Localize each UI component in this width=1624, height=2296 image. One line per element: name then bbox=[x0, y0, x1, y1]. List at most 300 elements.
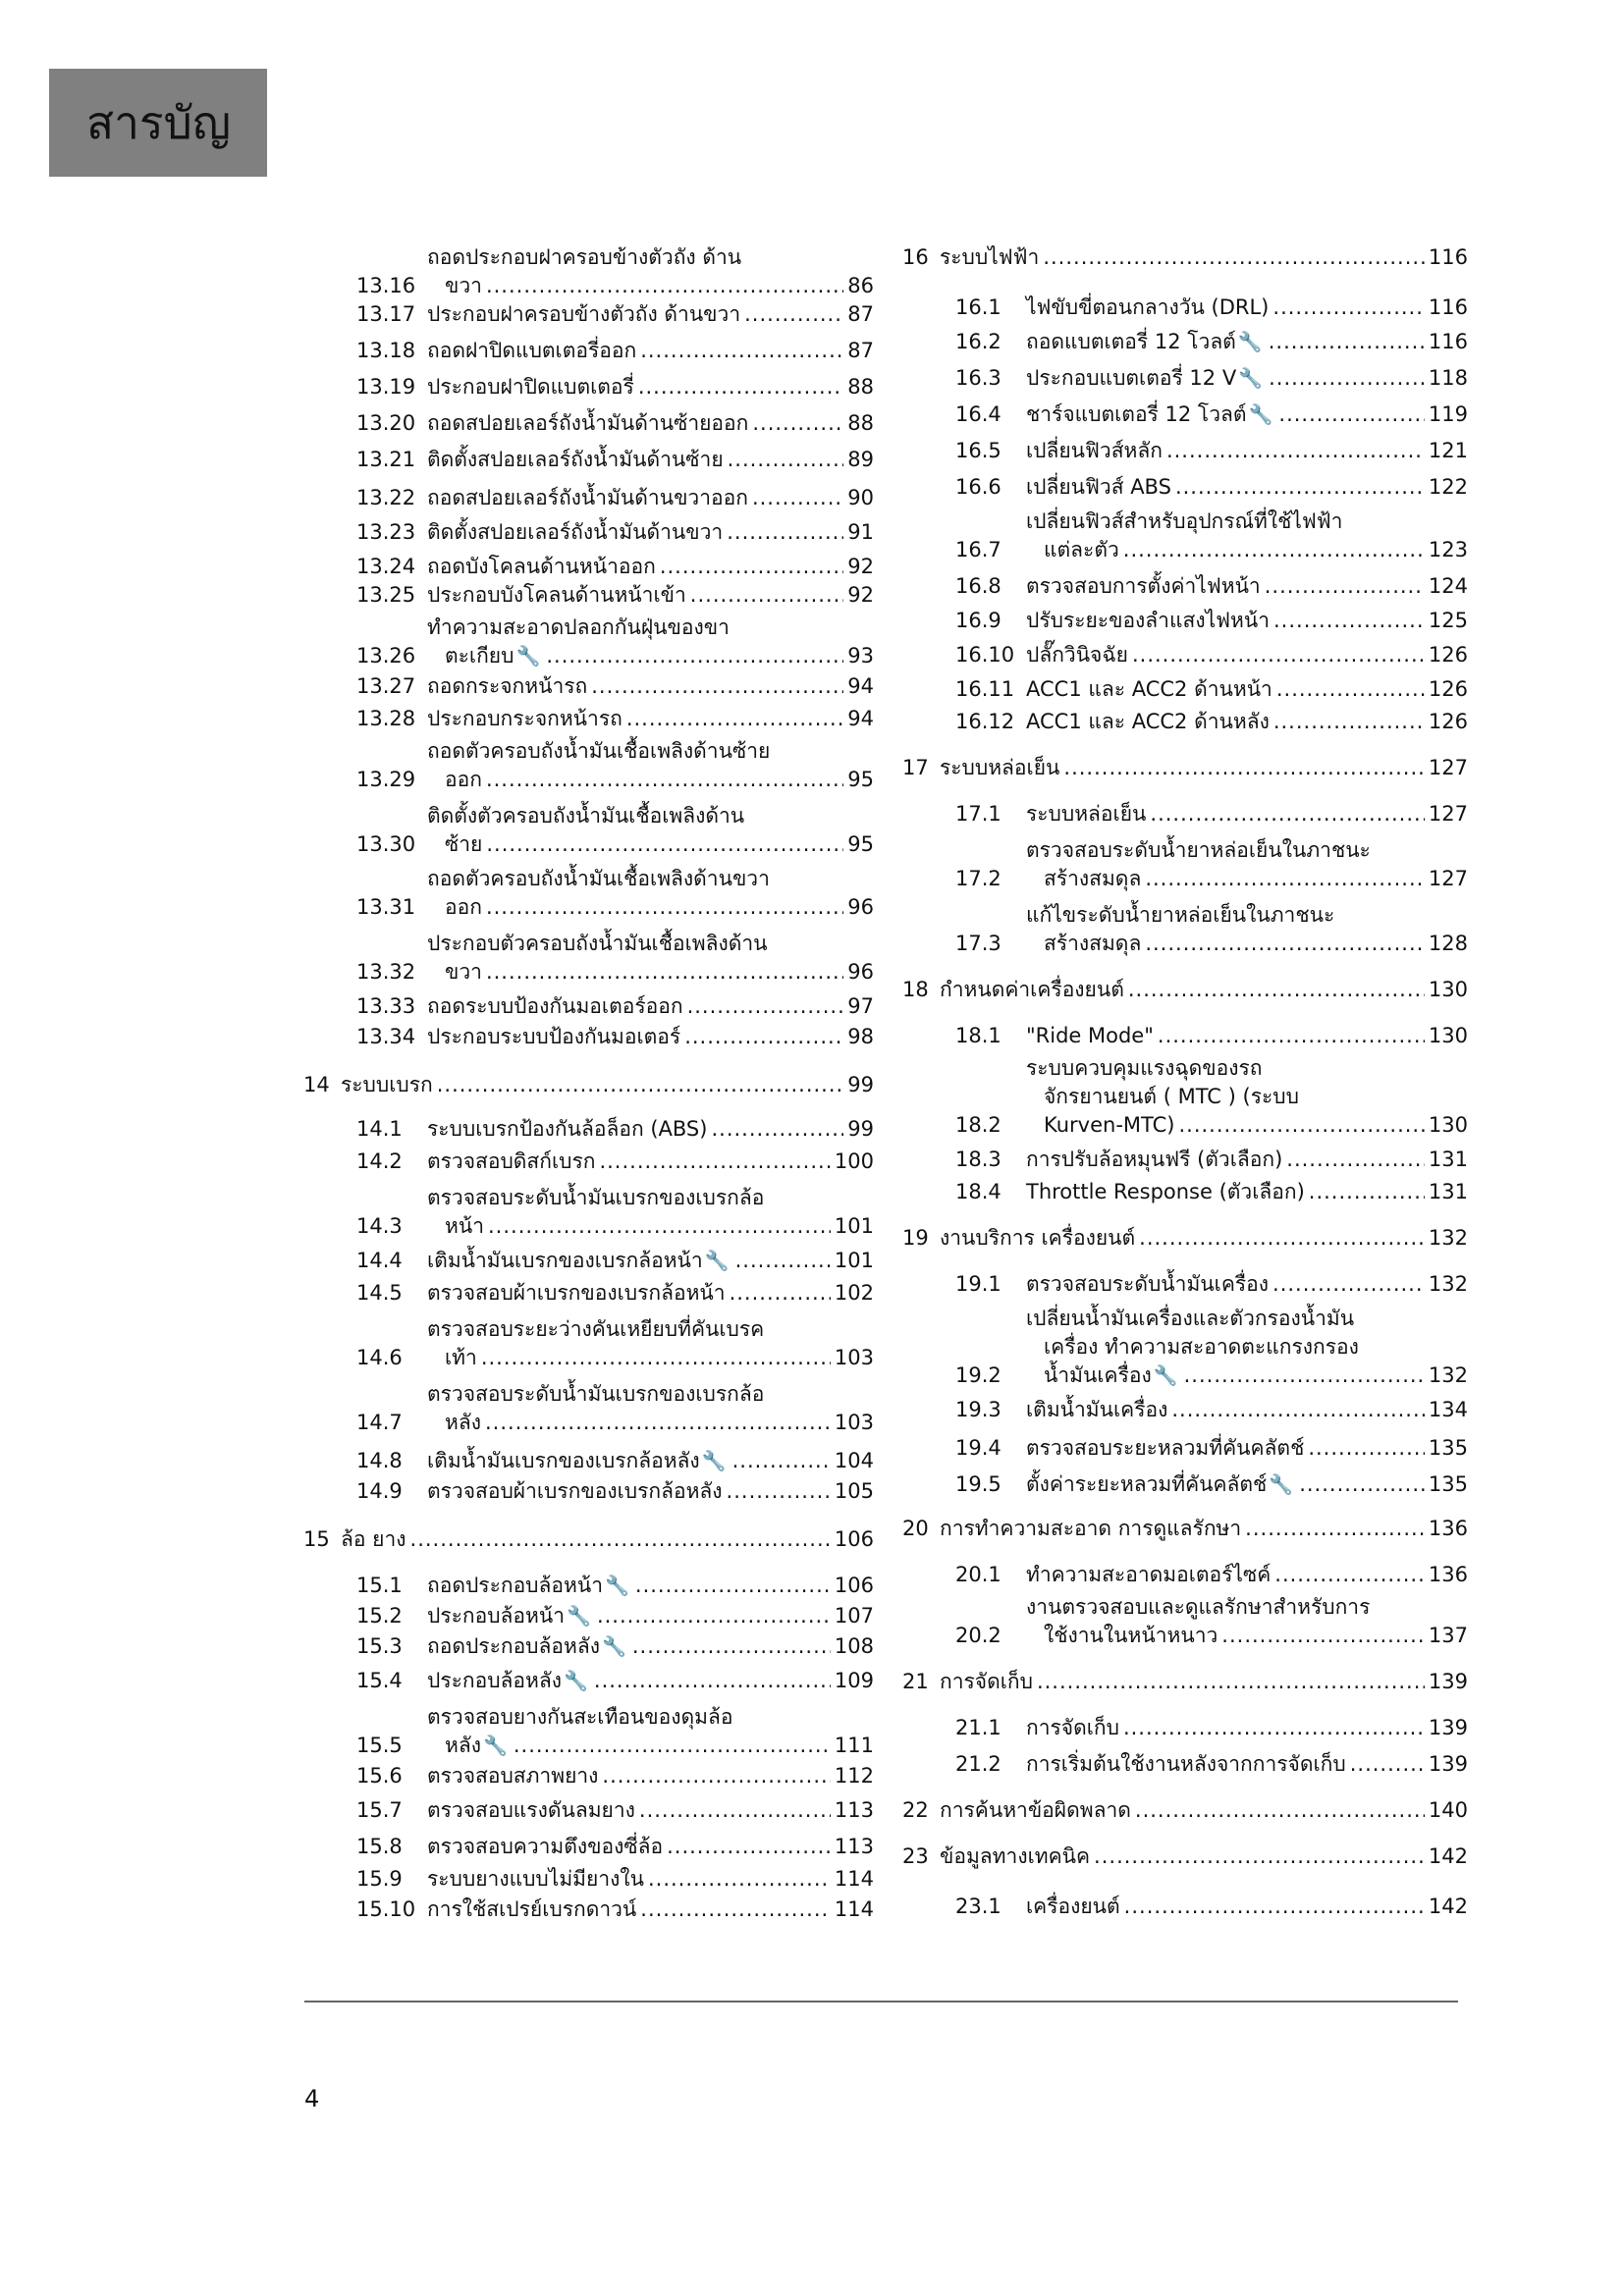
entry-body bbox=[1026, 328, 1468, 356]
entry-number: 15.9 bbox=[356, 1867, 403, 1891]
entry-last-line bbox=[940, 1796, 1468, 1825]
page-number-ref: 103 bbox=[834, 1411, 874, 1434]
page-number-ref: 101 bbox=[834, 1249, 874, 1272]
toc-entry[interactable] bbox=[898, 1396, 1468, 1424]
toc-entry[interactable] bbox=[898, 328, 1468, 356]
toc-entry[interactable] bbox=[299, 581, 874, 610]
dot-leader bbox=[482, 893, 843, 922]
entry-text bbox=[427, 446, 874, 474]
entry-body bbox=[427, 1602, 874, 1630]
entry-title-line: ตรวจสอบดิสก์เบรก bbox=[427, 1149, 596, 1173]
entry-number: 16.8 bbox=[955, 574, 1001, 598]
entry-body bbox=[1026, 1054, 1468, 1140]
entry-body bbox=[940, 1515, 1468, 1543]
entry-number: 16.11 bbox=[955, 677, 1015, 701]
entry-title-line: ถอดสปอยเลอร์ถังน้ำมันด้านขวาออก bbox=[427, 486, 748, 509]
toc-chapter[interactable] bbox=[898, 1515, 1468, 1543]
toc-entry[interactable] bbox=[299, 553, 874, 581]
toc-chapter[interactable] bbox=[299, 1525, 874, 1554]
entry-title-line: ถอดประกอบล้อหน้า bbox=[427, 1574, 603, 1597]
toc-entry[interactable] bbox=[299, 1703, 874, 1760]
entry-title-line: ระบบไฟฟ้า bbox=[940, 245, 1040, 269]
entry-title-line: เปลี่ยนฟิวส์สำหรับอุปกรณ์ที่ใช้ไฟฟ้า bbox=[1026, 509, 1343, 533]
toc-entry[interactable] bbox=[299, 1796, 874, 1825]
wrench-icon: 🔧 bbox=[704, 1249, 730, 1272]
entry-body bbox=[940, 1668, 1468, 1696]
dot-leader bbox=[1265, 364, 1425, 393]
entry-number: 21 bbox=[902, 1670, 929, 1693]
entry-title-line: เติมน้ำมันเบรกของเบรกล้อหลัง bbox=[427, 1449, 700, 1472]
entry-title-line: Throttle Response (ตัวเลือก) bbox=[1026, 1180, 1305, 1203]
entry-body bbox=[1026, 400, 1468, 429]
dot-leader bbox=[1033, 1668, 1425, 1696]
toc-entry[interactable] bbox=[299, 614, 874, 670]
entry-body bbox=[427, 446, 874, 474]
entry-body bbox=[427, 705, 874, 733]
entry-title-line: ขวา bbox=[445, 274, 482, 297]
entry-body bbox=[1026, 1434, 1468, 1463]
entry-text bbox=[427, 1380, 874, 1437]
entry-last-line bbox=[1026, 1622, 1468, 1650]
entry-number: 13.21 bbox=[356, 448, 416, 471]
toc-chapter[interactable] bbox=[898, 243, 1468, 272]
toc-entry[interactable] bbox=[898, 675, 1468, 704]
dot-leader bbox=[636, 337, 843, 365]
toc-entry[interactable] bbox=[898, 1893, 1468, 1921]
toc-entry[interactable] bbox=[299, 484, 874, 512]
entry-title-line: ประกอบบังโคลนด้านหน้าเข้า bbox=[427, 583, 686, 607]
entry-number: 13.30 bbox=[356, 832, 416, 856]
toc-entry[interactable] bbox=[299, 1023, 874, 1051]
entry-text bbox=[1026, 1470, 1468, 1499]
entry-title-line: ติดตั้งสปอยเลอร์ถังน้ำมันด้านขวา bbox=[427, 520, 724, 544]
entry-number: 13.33 bbox=[356, 994, 416, 1018]
toc-entry[interactable] bbox=[898, 1054, 1468, 1140]
entry-body bbox=[427, 1023, 874, 1051]
toc-entry[interactable] bbox=[898, 641, 1468, 669]
entry-body bbox=[1026, 1396, 1468, 1424]
toc-entry[interactable] bbox=[898, 1470, 1468, 1499]
toc-chapter[interactable] bbox=[898, 1668, 1468, 1696]
dot-leader bbox=[726, 1279, 831, 1308]
toc-entry[interactable] bbox=[299, 1896, 874, 1924]
entry-title-line: เท้า bbox=[445, 1346, 477, 1369]
page-number-ref: 136 bbox=[1428, 1517, 1468, 1540]
entry-body bbox=[427, 1447, 874, 1475]
page-number-ref: 108 bbox=[834, 1634, 874, 1658]
entry-title-line: ถอดสปอยเลอร์ถังน้ำมันด้านซ้ายออก bbox=[427, 411, 749, 435]
toc-entry[interactable] bbox=[299, 300, 874, 329]
page-number-ref: 114 bbox=[834, 1867, 874, 1891]
page-number: 4 bbox=[304, 2085, 320, 2112]
toc-entry[interactable] bbox=[299, 1865, 874, 1894]
entry-title-line: งานบริการ เครื่องยนต์ bbox=[940, 1226, 1136, 1250]
entry-title-line: ถอดกระจกหน้ารถ bbox=[427, 674, 588, 698]
page-number-ref: 97 bbox=[847, 994, 874, 1018]
toc-column-left bbox=[299, 243, 874, 1924]
toc-entry[interactable] bbox=[898, 607, 1468, 635]
entry-number: 15.7 bbox=[356, 1798, 403, 1822]
entry-text bbox=[427, 337, 874, 365]
dot-leader bbox=[1059, 754, 1425, 782]
toc-entry[interactable] bbox=[299, 802, 874, 859]
entry-number: 19 bbox=[902, 1226, 929, 1250]
dot-leader bbox=[484, 1212, 831, 1241]
entry-body bbox=[427, 300, 874, 329]
toc-chapter[interactable] bbox=[299, 1071, 874, 1099]
entry-number: 18 bbox=[902, 978, 929, 1001]
page-number-ref: 118 bbox=[1428, 366, 1468, 390]
toc-entry[interactable] bbox=[299, 1477, 874, 1506]
entry-last-line bbox=[940, 1515, 1468, 1543]
entry-title-line: ประกอบล้อหน้า bbox=[427, 1604, 566, 1628]
entry-text bbox=[341, 1525, 874, 1554]
entry-last-line bbox=[940, 1842, 1468, 1871]
toc-entry[interactable] bbox=[299, 1184, 874, 1241]
entry-text bbox=[1026, 1305, 1468, 1390]
entry-last-line bbox=[427, 337, 874, 365]
entry-text bbox=[427, 1865, 874, 1894]
toc-entry[interactable] bbox=[299, 518, 874, 547]
entry-text bbox=[1026, 1146, 1468, 1174]
toc-entry[interactable] bbox=[898, 400, 1468, 429]
entry-text bbox=[1026, 473, 1468, 502]
toc-chapter[interactable] bbox=[898, 976, 1468, 1004]
toc-entry[interactable] bbox=[299, 1667, 874, 1695]
entry-text bbox=[1026, 1270, 1468, 1299]
dot-leader bbox=[1305, 1178, 1425, 1206]
entry-title-line: ซ้าย bbox=[445, 832, 483, 856]
entry-last-line bbox=[1026, 708, 1468, 736]
entry-body bbox=[427, 484, 874, 512]
dot-leader bbox=[1131, 1796, 1425, 1825]
toc-entry[interactable] bbox=[299, 409, 874, 438]
entry-last-line bbox=[427, 958, 874, 987]
entry-text bbox=[1026, 328, 1468, 356]
entry-last-line bbox=[427, 373, 874, 401]
page-number-ref: 98 bbox=[847, 1025, 874, 1048]
toc-entry[interactable] bbox=[299, 373, 874, 401]
entry-body bbox=[427, 1667, 874, 1695]
toc-entry[interactable] bbox=[299, 992, 874, 1021]
entry-text bbox=[427, 1184, 874, 1241]
entry-title-line: ข้อมูลทางเทคนิค bbox=[940, 1844, 1091, 1868]
entry-number: 13.29 bbox=[356, 768, 416, 791]
entry-last-line bbox=[1026, 1111, 1468, 1140]
entry-last-line bbox=[1026, 607, 1468, 635]
toc-entry[interactable] bbox=[299, 1632, 874, 1661]
dot-leader bbox=[631, 1572, 831, 1600]
entry-body bbox=[427, 865, 874, 922]
entry-body bbox=[1026, 800, 1468, 828]
page-number-ref: 106 bbox=[834, 1574, 874, 1597]
toc-entry[interactable] bbox=[898, 1561, 1468, 1589]
toc-entry[interactable] bbox=[898, 1434, 1468, 1463]
entry-body bbox=[1026, 708, 1468, 736]
toc-entry[interactable] bbox=[898, 800, 1468, 828]
entry-number: 16.10 bbox=[955, 643, 1015, 667]
toc-entry[interactable] bbox=[299, 865, 874, 922]
entry-text bbox=[427, 518, 874, 547]
toc-entry[interactable] bbox=[898, 437, 1468, 465]
entry-number: 14.5 bbox=[356, 1281, 403, 1305]
toc-entry[interactable] bbox=[299, 446, 874, 474]
entry-title-line: ประกอบตัวครอบถังน้ำมันเชื้อเพลิงด้าน bbox=[427, 932, 768, 955]
toc-entry[interactable] bbox=[299, 1380, 874, 1437]
entry-number: 19.5 bbox=[955, 1472, 1001, 1496]
toc-chapter[interactable] bbox=[898, 1224, 1468, 1253]
toc-entry[interactable] bbox=[299, 1115, 874, 1144]
entry-title-line: เติมน้ำมันเบรกของเบรกล้อหน้า bbox=[427, 1249, 703, 1272]
page-number-ref: 106 bbox=[834, 1527, 874, 1551]
entry-title-line: ถอดฝาปิดแบตเตอรี่ออก bbox=[427, 339, 637, 362]
dot-leader bbox=[1128, 641, 1425, 669]
toc-entry[interactable] bbox=[898, 1305, 1468, 1390]
toc-entry[interactable] bbox=[299, 1447, 874, 1475]
entry-number: 13.27 bbox=[356, 674, 416, 698]
toc-entry[interactable] bbox=[299, 737, 874, 794]
entry-last-line bbox=[427, 1115, 874, 1144]
toc-entry[interactable] bbox=[299, 930, 874, 987]
dot-leader bbox=[433, 1071, 844, 1099]
toc-entry[interactable] bbox=[299, 337, 874, 365]
entry-last-line bbox=[427, 992, 874, 1021]
entry-text bbox=[1026, 507, 1468, 564]
toc-entry[interactable] bbox=[898, 708, 1468, 736]
dot-leader bbox=[1269, 1270, 1425, 1299]
entry-body bbox=[427, 1833, 874, 1861]
entry-title-line: ระบบยางแบบไม่มียางใน bbox=[427, 1867, 644, 1891]
entry-number: 21.2 bbox=[955, 1752, 1001, 1776]
entry-body bbox=[1026, 836, 1468, 893]
entry-number: 13.28 bbox=[356, 707, 416, 730]
toc-entry[interactable] bbox=[898, 572, 1468, 601]
entry-number: 15.1 bbox=[356, 1574, 403, 1597]
entry-title-line: ถอดแบตเตอรี่ 12 โวลต์ bbox=[1026, 330, 1236, 353]
entry-text bbox=[427, 865, 874, 922]
toc-entry[interactable] bbox=[299, 1315, 874, 1372]
page-number-ref: 121 bbox=[1428, 439, 1468, 462]
page-number-ref: 131 bbox=[1428, 1148, 1468, 1171]
dot-leader bbox=[636, 1896, 831, 1924]
entry-body bbox=[427, 337, 874, 365]
dot-leader bbox=[1241, 1515, 1425, 1543]
dot-leader bbox=[1272, 675, 1425, 704]
entry-title-line: ตรวจสอบความตึงของซี่ล้อ bbox=[427, 1835, 664, 1858]
wrench-icon: 🔧 bbox=[1248, 402, 1273, 426]
toc-entry[interactable] bbox=[299, 1762, 874, 1790]
page-number-ref: 142 bbox=[1428, 1895, 1468, 1918]
entry-last-line bbox=[1026, 800, 1468, 828]
entry-last-line bbox=[427, 830, 874, 859]
toc-entry[interactable] bbox=[299, 1247, 874, 1275]
entry-body bbox=[427, 518, 874, 547]
dot-leader bbox=[644, 1865, 831, 1894]
dot-leader bbox=[595, 1148, 830, 1176]
dot-leader bbox=[1141, 930, 1425, 958]
entry-body bbox=[1026, 1750, 1468, 1779]
entry-text bbox=[1026, 1396, 1468, 1424]
entry-body bbox=[940, 1842, 1468, 1871]
toc-entry[interactable] bbox=[299, 1279, 874, 1308]
entry-last-line bbox=[1026, 400, 1468, 429]
entry-last-line bbox=[427, 1279, 874, 1308]
dot-leader bbox=[748, 409, 843, 438]
dot-leader bbox=[1265, 328, 1425, 356]
page-number-ref: 123 bbox=[1428, 538, 1468, 561]
entry-last-line bbox=[427, 553, 874, 581]
entry-number: 14.6 bbox=[356, 1346, 403, 1369]
entry-title-line: Kurven-MTC) bbox=[1044, 1113, 1175, 1137]
entry-text bbox=[427, 802, 874, 859]
entry-body bbox=[427, 1279, 874, 1308]
page-number-ref: 101 bbox=[834, 1214, 874, 1238]
toc-entry[interactable] bbox=[299, 1148, 874, 1176]
wrench-icon: 🔧 bbox=[1237, 330, 1263, 353]
dot-leader bbox=[680, 1023, 843, 1051]
toc-chapter[interactable] bbox=[898, 1796, 1468, 1825]
entry-number: 20.1 bbox=[955, 1563, 1001, 1586]
dot-leader bbox=[406, 1525, 831, 1554]
dot-leader bbox=[542, 642, 843, 670]
entry-last-line bbox=[1026, 1396, 1468, 1424]
entry-body bbox=[427, 1380, 874, 1437]
toc-entry[interactable] bbox=[299, 1602, 874, 1630]
entry-last-line bbox=[427, 1632, 874, 1661]
entry-title-line: การใช้สเปรย์เบรกดาวน์ bbox=[427, 1897, 637, 1921]
page-number-ref: 136 bbox=[1428, 1563, 1468, 1586]
entry-text bbox=[940, 1842, 1468, 1871]
toc-entry[interactable] bbox=[299, 1833, 874, 1861]
entry-body bbox=[1026, 901, 1468, 958]
entry-number: 16.6 bbox=[955, 475, 1001, 499]
entry-title-line: การปรับล้อหมุนฟรี (ตัวเลือก) bbox=[1026, 1148, 1283, 1171]
entry-title-line: จักรยานยนต์ ( MTC ) (ระบบ bbox=[1044, 1085, 1299, 1108]
entry-title-line: ออก bbox=[445, 768, 482, 791]
entry-body bbox=[427, 1632, 874, 1661]
entry-title-line: "Ride Mode" bbox=[1026, 1024, 1154, 1047]
entry-text bbox=[427, 1572, 874, 1600]
entry-last-line bbox=[1026, 930, 1468, 958]
toc-entry[interactable] bbox=[898, 364, 1468, 393]
toc-entry[interactable] bbox=[898, 1022, 1468, 1050]
entry-last-line bbox=[427, 581, 874, 610]
entry-title-line: ตะเกียบ bbox=[445, 644, 514, 667]
entry-title-line: การค้นหาข้อผิดพลาด bbox=[940, 1798, 1131, 1822]
entry-last-line bbox=[427, 1447, 874, 1475]
entry-number: 18.3 bbox=[955, 1148, 1001, 1171]
entry-text bbox=[427, 1762, 874, 1790]
entry-last-line bbox=[427, 409, 874, 438]
entry-text bbox=[427, 1447, 874, 1475]
entry-number: 15.2 bbox=[356, 1604, 403, 1628]
entry-body bbox=[1026, 1593, 1468, 1650]
toc-entry[interactable] bbox=[299, 243, 874, 300]
dot-leader bbox=[1167, 1396, 1425, 1424]
entry-title-line: การเริ่มต้นใช้งานหลังจากการจัดเก็บ bbox=[1026, 1752, 1346, 1776]
toc-entry[interactable] bbox=[898, 1714, 1468, 1742]
wrench-icon: 🔧 bbox=[1153, 1363, 1178, 1387]
toc-entry[interactable] bbox=[898, 1750, 1468, 1779]
toc-chapter[interactable] bbox=[898, 1842, 1468, 1871]
toc-entry[interactable] bbox=[898, 473, 1468, 502]
entry-body bbox=[1026, 1270, 1468, 1299]
toc-entry[interactable] bbox=[898, 1146, 1468, 1174]
entry-title-line: ตรวจสอบระยะหลวมที่คันคลัตช์ bbox=[1026, 1436, 1305, 1460]
toc-entry[interactable] bbox=[299, 705, 874, 733]
page-number-ref: 116 bbox=[1428, 245, 1468, 269]
toc-entry[interactable] bbox=[299, 1572, 874, 1600]
entry-last-line bbox=[427, 446, 874, 474]
entry-last-line bbox=[427, 893, 874, 922]
entry-title-line: การทำความสะอาด การดูแลรักษา bbox=[940, 1517, 1242, 1540]
entry-title-line: ตรวจสอบระยะว่างคันเหยียบที่คันเบรค bbox=[427, 1317, 765, 1341]
toc-chapter[interactable] bbox=[898, 754, 1468, 782]
entry-text bbox=[940, 243, 1468, 272]
wrench-icon: 🔧 bbox=[1238, 366, 1264, 390]
page-number-ref: 105 bbox=[834, 1479, 874, 1503]
entry-last-line bbox=[1026, 572, 1468, 601]
toc-entry[interactable] bbox=[898, 1270, 1468, 1299]
entry-text bbox=[1026, 364, 1468, 393]
entry-last-line bbox=[341, 1071, 874, 1099]
entry-last-line bbox=[427, 1602, 874, 1630]
entry-text bbox=[427, 1796, 874, 1825]
dot-leader bbox=[623, 705, 843, 733]
toc-entry[interactable] bbox=[898, 294, 1468, 322]
page-number-ref: 139 bbox=[1428, 1716, 1468, 1739]
entry-last-line bbox=[427, 272, 874, 300]
entry-title-line: ตรวจสอบระดับน้ำยาหล่อเย็นในภาชนะ bbox=[1026, 838, 1371, 862]
toc-entry[interactable] bbox=[898, 836, 1468, 893]
entry-number: 13.25 bbox=[356, 583, 416, 607]
entry-number: 19.1 bbox=[955, 1272, 1001, 1296]
dot-leader bbox=[656, 553, 843, 581]
page-number-ref: 103 bbox=[834, 1346, 874, 1369]
entry-last-line bbox=[1026, 1714, 1468, 1742]
toc-entry[interactable] bbox=[299, 672, 874, 701]
entry-text bbox=[427, 992, 874, 1021]
entry-body bbox=[1026, 1305, 1468, 1390]
entry-last-line bbox=[427, 1344, 874, 1372]
dot-leader bbox=[707, 1115, 843, 1144]
page-number-ref: 137 bbox=[1428, 1624, 1468, 1647]
toc-entry[interactable] bbox=[898, 1593, 1468, 1650]
page-number-ref: 111 bbox=[834, 1734, 874, 1757]
entry-last-line bbox=[1026, 1750, 1468, 1779]
entry-last-line bbox=[1026, 1893, 1468, 1921]
page-number-ref: 132 bbox=[1428, 1226, 1468, 1250]
entry-text bbox=[427, 1632, 874, 1661]
entry-body bbox=[427, 1184, 874, 1241]
toc-entry[interactable] bbox=[898, 507, 1468, 564]
wrench-icon: 🔧 bbox=[601, 1634, 626, 1658]
entry-number: 14.8 bbox=[356, 1449, 403, 1472]
toc-entry[interactable] bbox=[898, 1178, 1468, 1206]
entry-number: 19.2 bbox=[955, 1363, 1001, 1387]
entry-text bbox=[427, 1896, 874, 1924]
entry-title-line: ประกอบแบตเตอรี่ 12 V bbox=[1026, 366, 1237, 390]
toc-entry[interactable] bbox=[898, 901, 1468, 958]
page-number-ref: 128 bbox=[1428, 932, 1468, 955]
entry-last-line bbox=[1026, 1362, 1468, 1390]
entry-last-line bbox=[427, 1212, 874, 1241]
entry-body bbox=[427, 1762, 874, 1790]
entry-title-line: ล้อ ยาง bbox=[341, 1527, 406, 1551]
page-number-ref: 122 bbox=[1428, 475, 1468, 499]
entry-title-line: ตรวจสอบผ้าเบรกของเบรกล้อหน้า bbox=[427, 1281, 726, 1305]
entry-text bbox=[427, 930, 874, 987]
